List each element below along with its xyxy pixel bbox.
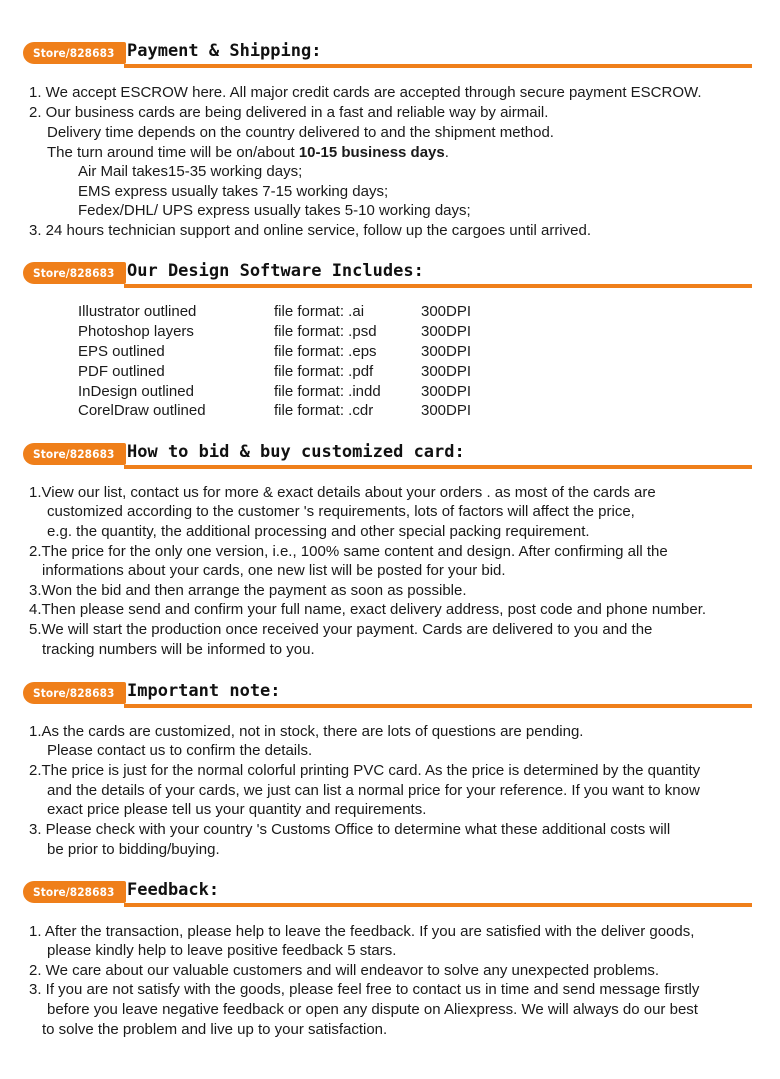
section-title: How to bid & buy customized card: bbox=[127, 442, 465, 462]
store-badge-label: Store/828683 bbox=[33, 447, 115, 461]
text-line: 3. Please check with your country 's Customs Office to determine what these additional costs will bbox=[29, 821, 671, 838]
file-format: file format: .ai bbox=[274, 303, 365, 320]
text-line: 3. 24 hours technician support and online service, follow up the cargoes until arrived. bbox=[29, 222, 591, 239]
turnaround-days: 10-15 business days bbox=[298, 144, 445, 161]
resolution: 300DPI bbox=[421, 402, 472, 419]
software-row bbox=[0, 323, 780, 343]
software-name: EPS outlined bbox=[78, 343, 165, 360]
text-line: 1.As the cards are customized, not in stock, there are lots of questions are pending. bbox=[29, 723, 584, 740]
text-line: be prior to bidding/buying. bbox=[47, 841, 220, 858]
section-divider bbox=[124, 64, 752, 68]
store-badge-label: Store/828683 bbox=[33, 266, 115, 280]
turnaround-text: The turn around time will be on/about bbox=[47, 144, 299, 161]
text-line: and the details of your cards, we just can list a normal price for your reference. If you want to know bbox=[47, 782, 700, 799]
text-line: 2. We care about our valuable customers and will endeavor to solve any unexpected problems. bbox=[29, 962, 660, 979]
resolution: 300DPI bbox=[421, 383, 472, 400]
section-header bbox=[0, 258, 780, 288]
file-format: file format: .psd bbox=[274, 323, 377, 340]
text-line: e.g. the quantity, the additional processing and other special packing requirement. bbox=[47, 523, 590, 540]
text-line: please kindly help to leave positive feedback 5 stars. bbox=[47, 942, 397, 959]
software-name: Illustrator outlined bbox=[78, 303, 197, 320]
section-header bbox=[0, 439, 780, 469]
resolution: 300DPI bbox=[421, 343, 472, 360]
section-divider bbox=[124, 465, 752, 469]
text-line: before you leave negative feedback or open any dispute on Aliexpress. We will always do our best bbox=[47, 1001, 698, 1018]
text-line: customized according to the customer 's requirements, lots of factors will affect the price, bbox=[47, 503, 635, 520]
software-row bbox=[0, 402, 780, 422]
section-title: Payment & Shipping: bbox=[127, 41, 322, 61]
feedback-section bbox=[0, 877, 780, 907]
software-name: CorelDraw outlined bbox=[78, 402, 206, 419]
text-line: Fedex/DHL/ UPS express usually takes 5-10 working days; bbox=[78, 202, 471, 219]
software-row bbox=[0, 303, 780, 323]
text-line: 1.View our list, contact us for more & exact details about your orders . as most of the cards are bbox=[29, 484, 656, 501]
section-title: Feedback: bbox=[127, 880, 220, 900]
text-line: Air Mail takes15-35 working days; bbox=[78, 163, 303, 180]
software-name: InDesign outlined bbox=[78, 383, 194, 400]
text-line: 3.Won the bid and then arrange the payment as soon as possible. bbox=[29, 582, 467, 599]
turnaround-period: . bbox=[444, 144, 449, 161]
section-title: Important note: bbox=[127, 681, 281, 701]
store-badge-label: Store/828683 bbox=[33, 885, 115, 899]
important-note-section bbox=[0, 678, 780, 708]
text-line: EMS express usually takes 7-15 working days; bbox=[78, 183, 389, 200]
text-line: 1. After the transaction, please help to leave the feedback. If you are satisfied with the deliver goods, bbox=[29, 923, 695, 940]
section-header bbox=[0, 38, 780, 68]
payment-shipping-section bbox=[0, 38, 780, 68]
text-line: 3. If you are not satisfy with the goods, please feel free to contact us in time and send message firstly bbox=[29, 981, 700, 998]
file-format: file format: .indd bbox=[274, 383, 381, 400]
store-badge-label: Store/828683 bbox=[33, 46, 115, 60]
text-line: tracking numbers will be informed to you. bbox=[42, 641, 315, 658]
software-name: PDF outlined bbox=[78, 363, 165, 380]
file-format: file format: .pdf bbox=[274, 363, 374, 380]
file-format: file format: .cdr bbox=[274, 402, 374, 419]
resolution: 300DPI bbox=[421, 323, 472, 340]
text-line: Please contact us to confirm the details. bbox=[47, 742, 313, 759]
how-to-bid-section bbox=[0, 439, 780, 469]
software-row bbox=[0, 343, 780, 363]
file-format: file format: .eps bbox=[274, 343, 377, 360]
text-line: exact price please tell us your quantity and requirements. bbox=[47, 801, 427, 818]
text-line: 2.The price for the only one version, i.e., 100% same content and design. After confirming all the bbox=[29, 543, 668, 560]
text-line: to solve the problem and live up to your satisfaction. bbox=[42, 1021, 388, 1038]
store-badge-label: Store/828683 bbox=[33, 686, 115, 700]
resolution: 300DPI bbox=[421, 363, 472, 380]
section-title: Our Design Software Includes: bbox=[127, 261, 424, 281]
text-line bbox=[47, 144, 449, 162]
text-line: Delivery time depends on the country delivered to and the shipment method. bbox=[47, 124, 554, 141]
design-software-section bbox=[0, 258, 780, 288]
text-line: 1. We accept ESCROW here. All major credit cards are accepted through secure payment ESCROW. bbox=[29, 84, 702, 101]
section-divider bbox=[124, 284, 752, 288]
text-line: 2.The price is just for the normal colorful printing PVC card. As the price is determined by the quantity bbox=[29, 762, 701, 779]
resolution: 300DPI bbox=[421, 303, 472, 320]
section-divider bbox=[124, 704, 752, 708]
text-line: 2. Our business cards are being delivered in a fast and reliable way by airmail. bbox=[29, 104, 549, 121]
text-line: informations about your cards, one new list will be posted for your bid. bbox=[42, 562, 506, 579]
text-line: 5.We will start the production once received your payment. Cards are delivered to you and the bbox=[29, 621, 653, 638]
software-name: Photoshop layers bbox=[78, 323, 194, 340]
section-divider bbox=[124, 903, 752, 907]
section-header bbox=[0, 877, 780, 907]
software-row bbox=[0, 383, 780, 403]
software-row bbox=[0, 363, 780, 383]
text-line: 4.Then please send and confirm your full name, exact delivery address, post code and phone number. bbox=[29, 601, 707, 618]
section-header bbox=[0, 678, 780, 708]
